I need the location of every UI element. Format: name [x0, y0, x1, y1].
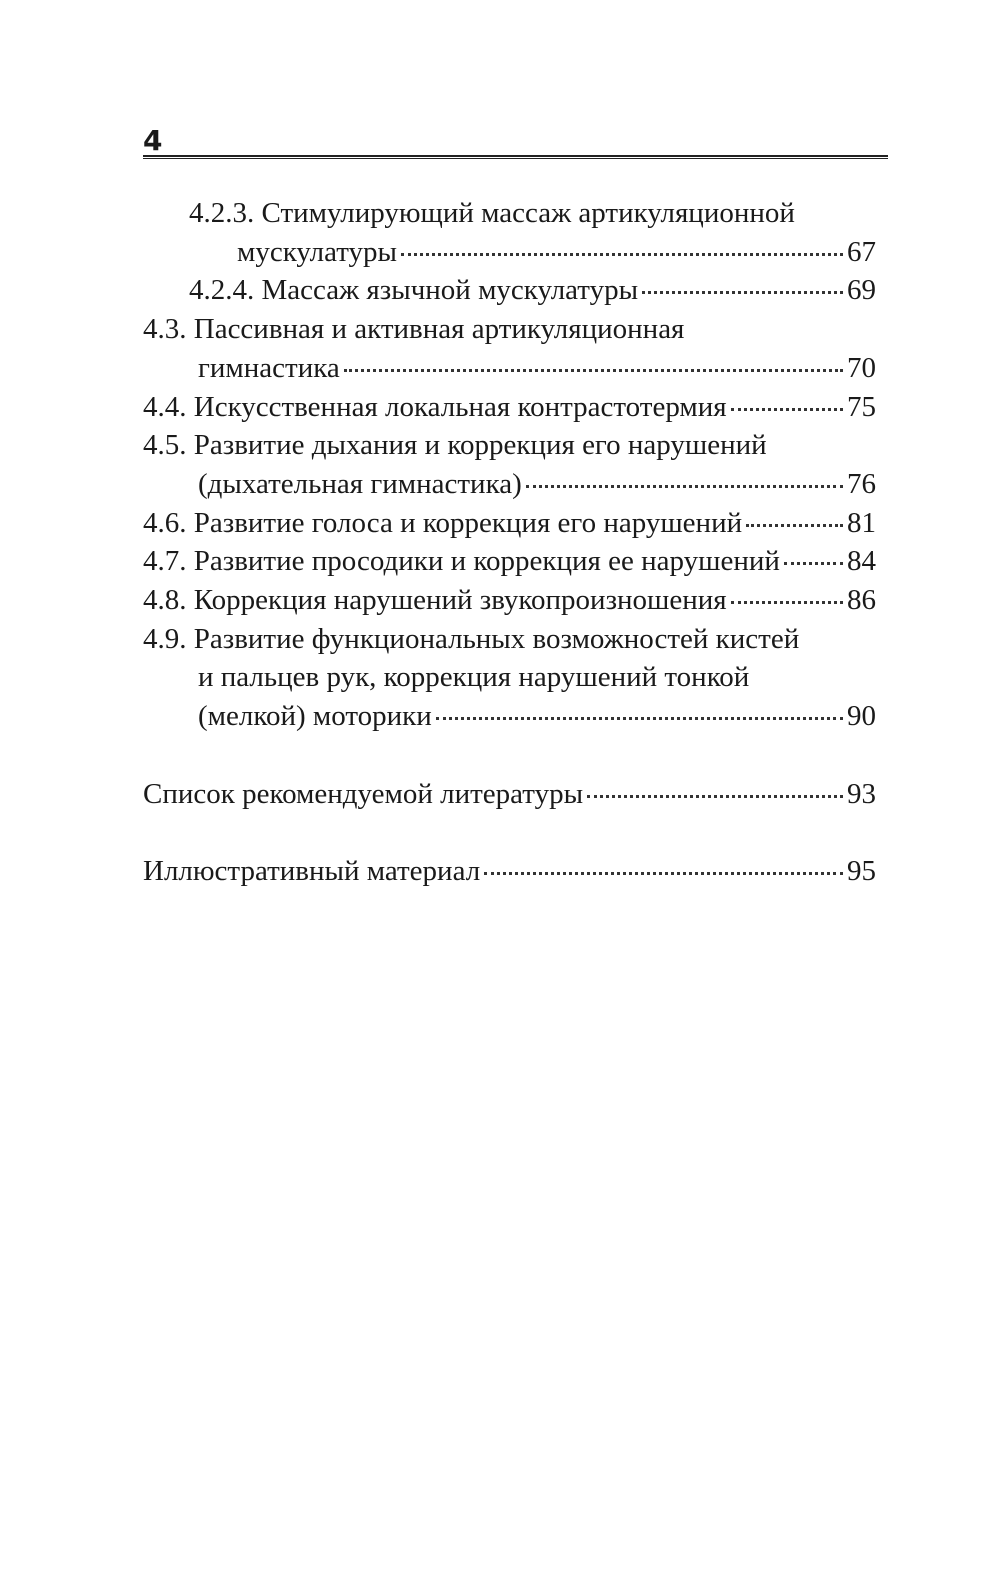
dot-leader: [401, 253, 843, 256]
toc-entry[interactable]: [143, 271, 876, 310]
toc-entry-title-line: Развитие дыхания и коррекция его нарушений: [193, 429, 767, 462]
dot-leader: [484, 872, 843, 875]
toc-entry-title-line: Коррекция нарушений звукопроизношения: [193, 584, 727, 617]
toc-entry[interactable]: [143, 581, 876, 620]
toc-entry-page: 81: [847, 506, 876, 539]
toc-entry-title-line: Стимулирующий массаж артикуляционной: [261, 197, 795, 229]
toc-entry-title-line: Иллюстративный материал: [143, 854, 481, 887]
toc-entry-bibliography[interactable]: [143, 775, 876, 814]
toc-entry[interactable]: [143, 504, 876, 543]
toc-entry-page: 70: [847, 351, 876, 384]
toc-entry-page: 76: [847, 467, 876, 500]
toc-entry-number: 4.9.: [143, 622, 187, 655]
dot-leader: [344, 369, 843, 372]
toc-entry-page: 84: [847, 545, 876, 578]
toc-entry-title-line: Развитие просодики и коррекция ее нарушений: [193, 545, 780, 578]
toc-entry-page: 67: [847, 235, 876, 268]
toc-entry[interactable]: [143, 310, 876, 387]
toc-entry-title-line: Искусственная локальная контрастотермия: [193, 390, 727, 423]
dot-leader: [784, 562, 843, 565]
toc-entry-number: 4.8.: [143, 584, 187, 617]
toc-entry-page: 93: [847, 777, 876, 810]
toc-entry-title-line: Пассивная и активная артикуляционная: [193, 313, 685, 346]
toc-entry-title-line: Список рекомендуемой литературы: [143, 777, 584, 810]
toc-entry-title-line: и пальцев рук, коррекция нарушений тонкой: [198, 661, 750, 694]
toc-entry-page: 95: [847, 854, 876, 887]
toc-entry-number: 4.5.: [143, 429, 187, 462]
dot-leader: [731, 408, 843, 411]
toc-entry-title-line: Массаж язычной мускулатуры: [261, 274, 639, 307]
dot-leader: [587, 795, 843, 798]
toc-entry[interactable]: [143, 620, 876, 736]
toc-entry-page: 75: [847, 390, 876, 423]
toc-entry-number: 4.2.4.: [189, 274, 255, 307]
dot-leader: [746, 524, 843, 527]
toc-entry-page: 69: [847, 274, 876, 307]
toc-entry-title-line: Развитие функциональных возможностей кистей: [193, 622, 800, 655]
toc-entry-page: 86: [847, 584, 876, 617]
toc-entry-number: 4.3.: [143, 313, 187, 346]
toc-entry-title-line: гимнастика: [198, 351, 340, 384]
dot-leader: [642, 291, 843, 294]
toc-entry-number: 4.7.: [143, 545, 187, 578]
toc-entry[interactable]: [143, 426, 876, 503]
toc-entry-title-line: (мелкой) моторики: [198, 700, 432, 733]
toc-entry-number: 4.2.3.: [189, 197, 255, 229]
dot-leader: [436, 717, 843, 720]
toc-entry-title-line: Развитие голоса и коррекция его нарушений: [193, 506, 743, 539]
page-number: 4: [143, 124, 163, 157]
toc-entry-number: 4.4.: [143, 390, 187, 423]
dot-leader: [731, 601, 843, 604]
toc-entry[interactable]: [143, 194, 876, 271]
toc-entry-page: 90: [847, 700, 876, 733]
toc-entry-illustrations[interactable]: [143, 852, 876, 891]
table-of-contents: [143, 194, 876, 891]
toc-entry-number: 4.6.: [143, 506, 187, 539]
toc-entry-title-line: (дыхательная гимнастика): [198, 467, 522, 500]
toc-entry[interactable]: [143, 388, 876, 427]
dot-leader: [526, 485, 843, 488]
toc-entry-title-line: мускулатуры: [237, 235, 397, 268]
toc-entry[interactable]: [143, 542, 876, 581]
header-rule: [143, 155, 888, 159]
